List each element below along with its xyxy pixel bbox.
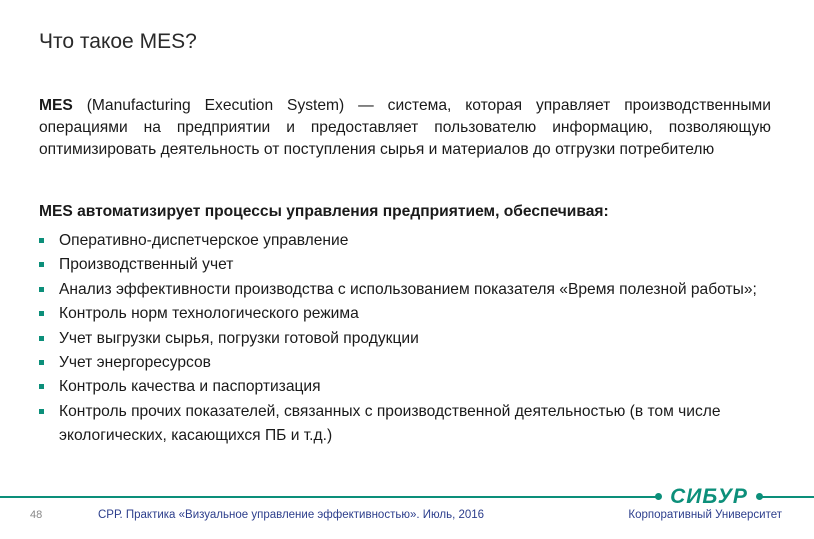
bullet-square-icon: [39, 384, 44, 389]
list-item: [39, 253, 784, 277]
list-item: [39, 351, 784, 375]
list-item-text: Учет энергоресурсов: [59, 354, 211, 372]
bullet-square-icon: [39, 287, 44, 292]
bullet-square-icon: [39, 238, 44, 243]
sibur-logo: [658, 486, 760, 508]
footer-caption: СРР. Практика «Визуальное управление эффективностью». Июль, 2016: [98, 509, 485, 521]
slide-title: Что такое MES?: [39, 30, 197, 53]
intro-text: (Manufacturing Execution System) — система, которая управляет производственными операциями на предприятии и предоставляет пользователю информацию, позволяющую оптимизировать деятельность от поступления сырья и материалов до отгрузки потребителю: [39, 97, 771, 158]
list-item: [39, 229, 784, 253]
footer-divider-left: [0, 496, 660, 498]
bullet-square-icon: [39, 262, 44, 267]
intro-paragraph: [39, 95, 771, 161]
bullet-square-icon: [39, 360, 44, 365]
list-item: [39, 400, 784, 449]
bullet-list: [39, 229, 784, 449]
bullet-square-icon: [39, 311, 44, 316]
list-item-text: Оперативно-диспетчерское управление: [59, 232, 349, 249]
logo-dot-left-icon: [655, 493, 662, 500]
list-item-text: Производственный учет: [59, 256, 234, 274]
list-item: [39, 302, 784, 326]
list-item-text: Учет выгрузки сырья, погрузки готовой продукции: [59, 329, 419, 347]
list-item-text: Анализ эффективности производства с использованием показателя «Время полезной работы»;: [59, 280, 757, 298]
bullet-square-icon: [39, 336, 44, 341]
list-item-text: Контроль норм технологического режима: [59, 305, 359, 323]
logo-dot-right-icon: [756, 493, 763, 500]
logo-text: СИБУР: [670, 485, 748, 508]
subheading: MES автоматизирует процессы управления предприятием, обеспечивая:: [39, 203, 609, 220]
bullet-square-icon: [39, 409, 44, 414]
footer-divider-right: [760, 496, 814, 498]
list-item-text: Контроль качества и паспортизация: [59, 378, 321, 396]
intro-lead: MES: [39, 97, 73, 114]
list-item: [39, 327, 784, 351]
page-number: 48: [30, 509, 43, 521]
footer-organization: Корпоративный Университет: [628, 509, 782, 521]
list-item: [39, 375, 784, 399]
list-item: [39, 278, 784, 302]
list-item-text: Контроль прочих показателей, связанных с производственной деятельностью (в том числе экологических, касающихся ПБ и т.д.): [59, 402, 721, 445]
